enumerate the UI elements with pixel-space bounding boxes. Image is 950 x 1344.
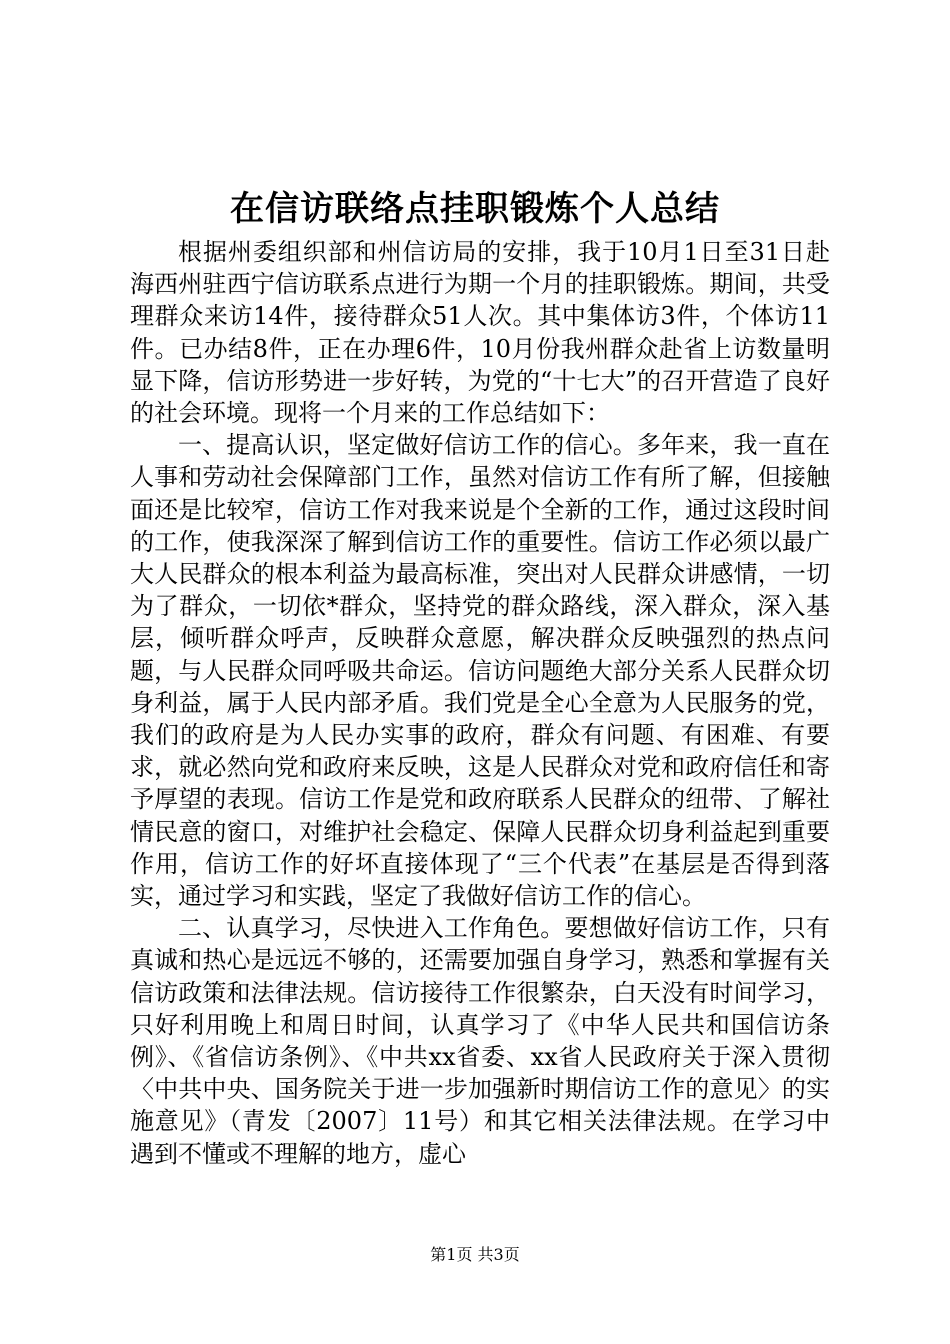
paragraph-section-one: 一、提高认识，坚定做好信访工作的信心。多年来，我一直在人事和劳动社会保障部门工作，虽然对信访工作有所了解，但接触面还是比较窄，信访工作对我来说是个全新的工作，通过这段时间的工作，使我深深了解到信访工作的重要性。信访工作必须以最广大人民群众的根本利益为最高标准，突出对人民群众讲感情，一切为了群众，一切依*群众，坚持党的群众路线，深入群众，深入基层，倾听群众呼声，反映群众意愿，解决群众反映强烈的热点问题，与人民群众同呼吸共命运。信访问题绝大部分关系人民群众切身利益，属于人民内部矛盾。我们党是全心全意为人民服务的党，我们的政府是为人民办实事的政府，群众有问题、有困难、有要求，就必然向党和政府来反映，这是人民群众对党和政府信任和寄予厚望的表现。信访工作是党和政府联系人民群众的纽带、了解社情民意的窗口，对维护社会稳定、保障人民群众切身利益起到重要作用，信访工作的好坏直接体现了“三个代表”在基层是否得到落实，通过学习和实践，坚定了我做好信访工作的信心。 bbox=[130, 431, 830, 911]
document-body bbox=[130, 236, 830, 1170]
document-title: 在信访联络点挂职锻炼个人总结 bbox=[230, 189, 720, 229]
paragraph-intro: 根据州委组织部和州信访局的安排，我于10月1日至31日赴海西州驻西宁信访联系点进行为期一个月的挂职锻炼。期间，共受理群众来访14件，接待群众51人次。其中集体访3件，个体访11件。已办结8件，正在办理6件，10月份我州群众赴省上访数量明显下降，信访形势进一步好转，为党的“十七大”的召开营造了良好的社会环境。现将一个月来的工作总结如下： bbox=[130, 238, 830, 428]
page-number-footer: 第1页 共3页 bbox=[430, 1245, 520, 1264]
paragraph-section-two: 二、认真学习，尽快进入工作角色。要想做好信访工作，只有真诚和热心是远远不够的，还需要加强自身学习，熟悉和掌握有关信访政策和法律法规。信访接待工作很繁杂，白天没有时间学习，只好利用晚上和周日时间，认真学习了《中华人民共和国信访条例》、《省信访条例》、《中共xx省委、xx省人民政府关于深入贯彻〈中共中央、国务院关于进一步加强新时期信访工作的意见〉的实施意见》（青发〔2007〕11号）和其它相关法律法规。在学习中遇到不懂或不理解的地方，虚心 bbox=[130, 914, 830, 1168]
